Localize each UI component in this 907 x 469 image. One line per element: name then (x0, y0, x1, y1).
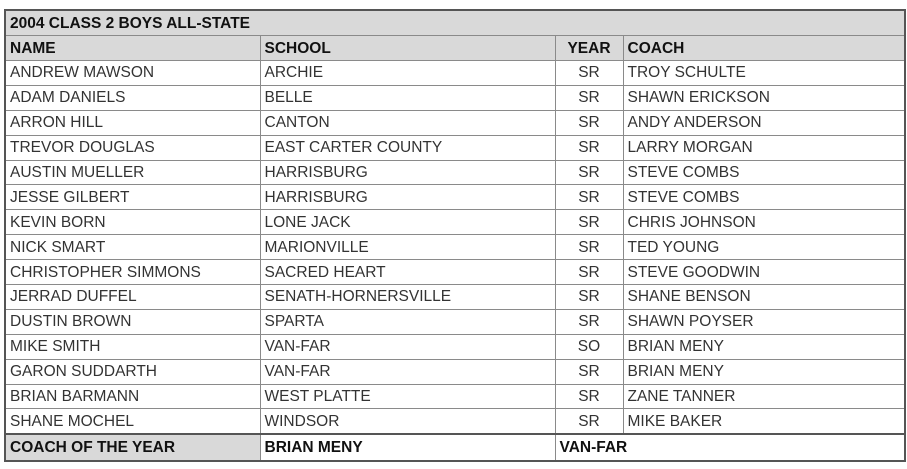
header-year: YEAR (555, 36, 623, 61)
cell-year: SR (555, 85, 623, 110)
header-name: NAME (5, 36, 260, 61)
cell-school: HARRISBURG (260, 185, 555, 210)
cell-year: SR (555, 285, 623, 310)
table-row (5, 309, 905, 334)
cell-school: EAST CARTER COUNTY (260, 135, 555, 160)
cell-year: SR (555, 160, 623, 185)
cell-name: GARON SUDDARTH (5, 359, 260, 384)
table-row (5, 384, 905, 409)
cell-school: CANTON (260, 110, 555, 135)
table-row (5, 409, 905, 434)
table-row (5, 160, 905, 185)
cell-name: KEVIN BORN (5, 210, 260, 235)
header-row (5, 36, 905, 61)
cell-coach: BRIAN MENY (623, 359, 905, 384)
cell-school: VAN-FAR (260, 334, 555, 359)
cell-school: SACRED HEART (260, 260, 555, 285)
table-row (5, 210, 905, 235)
coach-of-year-label: COACH OF THE YEAR (5, 434, 260, 461)
table-row (5, 260, 905, 285)
cell-year: SR (555, 309, 623, 334)
cell-coach: MIKE BAKER (623, 409, 905, 434)
cell-name: BRIAN BARMANN (5, 384, 260, 409)
table-row (5, 135, 905, 160)
cell-name: NICK SMART (5, 235, 260, 260)
cell-coach: SHAWN POYSER (623, 309, 905, 334)
cell-name: JERRAD DUFFEL (5, 285, 260, 310)
all-state-table (4, 9, 906, 462)
cell-coach: SHAWN ERICKSON (623, 85, 905, 110)
cell-name: SHANE MOCHEL (5, 409, 260, 434)
cell-coach: LARRY MORGAN (623, 135, 905, 160)
cell-coach: STEVE COMBS (623, 185, 905, 210)
table-row (5, 85, 905, 110)
table-row (5, 285, 905, 310)
cell-name: ADAM DANIELS (5, 85, 260, 110)
cell-school: SPARTA (260, 309, 555, 334)
cell-year: SR (555, 210, 623, 235)
table-row (5, 235, 905, 260)
cell-school: LONE JACK (260, 210, 555, 235)
cell-year: SR (555, 61, 623, 86)
cell-coach: BRIAN MENY (623, 334, 905, 359)
cell-coach: ANDY ANDERSON (623, 110, 905, 135)
cell-name: DUSTIN BROWN (5, 309, 260, 334)
cell-year: SR (555, 235, 623, 260)
cell-school: VAN-FAR (260, 359, 555, 384)
cell-coach: CHRIS JOHNSON (623, 210, 905, 235)
cell-coach: STEVE GOODWIN (623, 260, 905, 285)
cell-name: MIKE SMITH (5, 334, 260, 359)
cell-school: HARRISBURG (260, 160, 555, 185)
cell-coach: ZANE TANNER (623, 384, 905, 409)
cell-school: SENATH-HORNERSVILLE (260, 285, 555, 310)
cell-school: MARIONVILLE (260, 235, 555, 260)
cell-school: BELLE (260, 85, 555, 110)
coach-of-year-school: VAN-FAR (555, 434, 905, 461)
table-row (5, 359, 905, 384)
cell-name: TREVOR DOUGLAS (5, 135, 260, 160)
table-row (5, 61, 905, 86)
cell-coach: TROY SCHULTE (623, 61, 905, 86)
cell-year: SR (555, 185, 623, 210)
cell-year: SR (555, 409, 623, 434)
table-row (5, 110, 905, 135)
cell-coach: SHANE BENSON (623, 285, 905, 310)
cell-year: SR (555, 359, 623, 384)
cell-name: JESSE GILBERT (5, 185, 260, 210)
table-row (5, 334, 905, 359)
cell-year: SO (555, 334, 623, 359)
cell-year: SR (555, 110, 623, 135)
table-title: 2004 CLASS 2 BOYS ALL-STATE (5, 10, 905, 36)
cell-name: ARRON HILL (5, 110, 260, 135)
cell-name: CHRISTOPHER SIMMONS (5, 260, 260, 285)
cell-school: WINDSOR (260, 409, 555, 434)
cell-coach: STEVE COMBS (623, 160, 905, 185)
coach-of-year-row (5, 434, 905, 461)
cell-name: ANDREW MAWSON (5, 61, 260, 86)
cell-name: AUSTIN MUELLER (5, 160, 260, 185)
cell-school: ARCHIE (260, 61, 555, 86)
table-row (5, 185, 905, 210)
cell-year: SR (555, 384, 623, 409)
header-school: SCHOOL (260, 36, 555, 61)
coach-of-year-name: BRIAN MENY (260, 434, 555, 461)
table-title-row (5, 10, 905, 36)
header-coach: COACH (623, 36, 905, 61)
cell-coach: TED YOUNG (623, 235, 905, 260)
cell-year: SR (555, 260, 623, 285)
cell-school: WEST PLATTE (260, 384, 555, 409)
cell-year: SR (555, 135, 623, 160)
